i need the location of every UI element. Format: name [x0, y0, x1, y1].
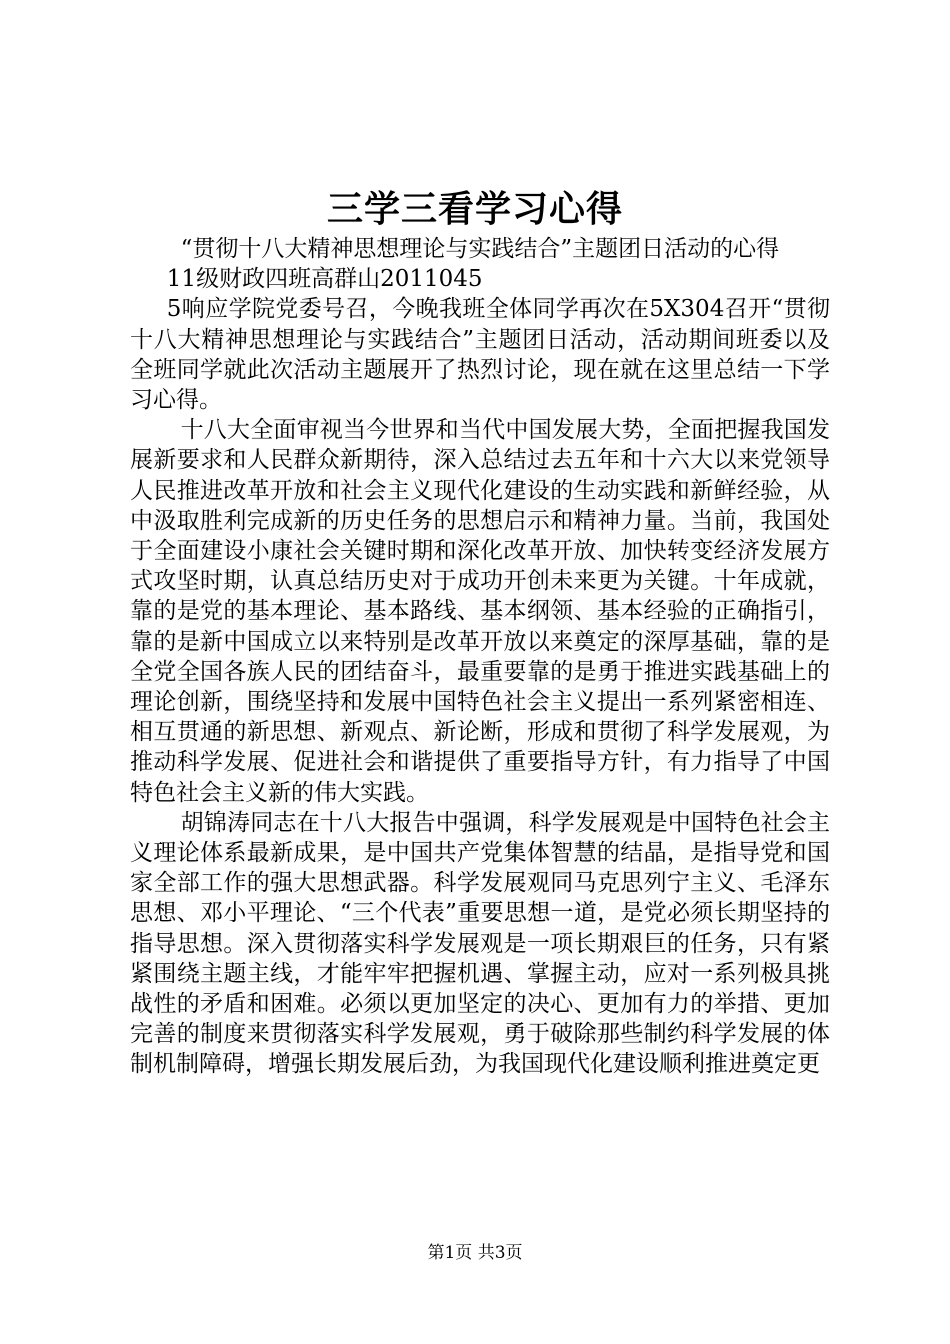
paragraph-2: 十八大全面审视当今世界和当代中国发展大势，全面把握我国发展新要求和人民群众新期待，深入总结过去五年和十六大以来党领导人民推进改革开放和社会主义现代化建设的生动实践和新鲜经验，从中汲取胜利完成新的历史任务的思想启示和精神力量。当前，我国处于全面建设小康社会关键时期和深化改革开放、加快转变经济发展方式攻坚时期，认真总结历史对于成功开创未来更为关键。十年成就，靠的是党的基本理论、基本路线、基本纲领、基本经验的正确指引，靠的是新中国成立以来特别是改革开放以来奠定的深厚基础，靠的是全党全国各族人民的团结奋斗，最重要靠的是勇于推进实践基础上的理论创新，围绕坚持和发展中国特色社会主义提出一系列紧密相连、相互贯通的新思想、新观点、新论断，形成和贯彻了科学发展观，为推动科学发展、促进社会和谐提供了重要指导方针，有力指导了中国特色社会主义新的伟大实践。	[130, 417, 830, 806]
paragraph-3: 胡锦涛同志在十八大报告中强调，科学发展观是中国特色社会主义理论体系最新成果，是中国共产党集体智慧的结晶，是指导党和国家全部工作的强大思想武器。科学发展观同马克思列宁主义、毛泽东思想、邓小平理论、“三个代表”重要思想一道，是党必须长期坚持的指导思想。深入贯彻落实科学发展观是一项长期艰巨的任务，只有紧紧围绕主题主线，才能牢牢把握机遇、掌握主动，应对一系列极具挑战性的矛盾和困难。必须以更加坚定的决心、更加有力的举措、更加完善的制度来贯彻落实科学发展观，勇于破除那些制约科学发展的体制机制障碍，增强长期发展后劲，为我国现代化建设顺利推进奠定更	[130, 809, 830, 1078]
page-footer: 第1页 共3页	[427, 1243, 523, 1263]
paragraph-1: 5响应学院党委号召，今晚我班全体同学再次在5X304召开“贯彻十八大精神思想理论与实践结合”主题团日活动，活动期间班委以及全班同学就此次活动主题展开了热烈讨论，现在就在这里总结一下学习心得。	[130, 296, 830, 414]
document-title: 三学三看学习心得	[326, 188, 623, 230]
subtitle: “贯彻十八大精神思想理论与实践结合”主题团日活动的心得	[180, 236, 780, 262]
author-line: 11级财政四班高群山2011045	[166, 266, 483, 293]
document-body	[130, 234, 830, 1080]
